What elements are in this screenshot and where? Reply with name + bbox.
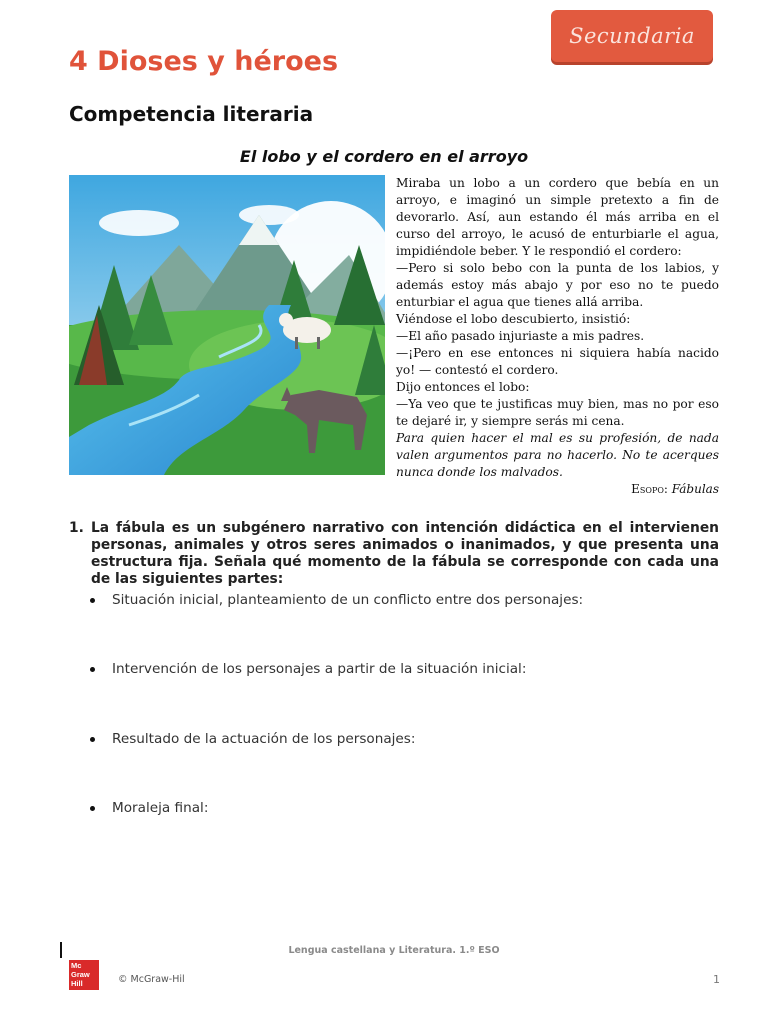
story-paragraph: —El año pasado injuriaste a mis padres.	[396, 329, 645, 343]
fable-text	[396, 175, 719, 498]
badge-label: Secundaria	[569, 24, 695, 48]
page-number: 1	[713, 973, 720, 986]
list-item	[90, 661, 526, 677]
logo-line: Mc	[71, 961, 82, 970]
landscape-illustration	[69, 175, 385, 475]
unit-title: 4 Dioses y héroes	[69, 46, 339, 77]
fable-illustration	[69, 175, 385, 475]
mcgraw-hill-logo	[69, 960, 99, 990]
story-paragraph: Miraba un lobo a un cordero que bebía en un arroyo, e imaginó un simple pretexto a fin de devorarlo. Así, aun estando él más arriba en el curso del arroyo, le acusó de enturbiarle el agua, impidiéndole beber. Y le respondió el cordero:	[396, 176, 719, 258]
list-item-label: Intervención de los personajes a partir de la situación inicial:	[112, 661, 527, 677]
author-name: Esopo:	[631, 482, 668, 496]
bullet-icon	[90, 737, 95, 742]
story-attribution	[396, 481, 719, 498]
story-title: El lobo y el cordero en el arroyo	[239, 147, 529, 166]
story-paragraph: —Pero si solo bebo con la punta de los labios, y además estoy más abajo y por eso no te puedo enturbiar el agua que tienes allá arriba.	[396, 261, 719, 309]
story-paragraph: Viéndose el lobo descubierto, insistió:	[396, 312, 631, 326]
story-paragraph: —Ya veo que te justificas muy bien, mas no por eso te dejaré ir, y siempre serás mi cena.	[396, 397, 719, 428]
bullet-icon	[90, 667, 95, 672]
logo-line: Hill	[71, 979, 83, 988]
activity-question	[69, 520, 719, 588]
question-text: La fábula es un subgénero narrativo con intención didáctica en el intervienen personas, animales y otros seres animados o inanimados, y que presenta una estructura fija. Señala qué momento de la fábula se corresponde con cada una de las siguientes partes:	[91, 520, 719, 587]
list-item	[90, 592, 583, 608]
story-paragraph: —¡Pero en ese entonces ni siquiera había nacido yo! — contestó el cordero.	[396, 346, 719, 377]
list-item-label: Resultado de la actuación de los personajes:	[112, 731, 416, 747]
bullet-icon	[90, 806, 95, 811]
section-title: Competencia literaria	[69, 102, 314, 126]
list-item-label: Situación inicial, planteamiento de un conflicto entre dos personajes:	[112, 592, 584, 608]
copyright-notice: © McGraw-Hil	[118, 974, 185, 985]
work-title: Fábulas	[671, 482, 719, 496]
footer-book-title: Lengua castellana y Literatura. 1.º ESO	[288, 945, 500, 956]
list-item	[90, 731, 415, 747]
list-item-label: Moraleja final:	[112, 800, 209, 816]
secundaria-badge	[551, 10, 713, 62]
bullet-icon	[90, 598, 95, 603]
question-number: 1.	[69, 520, 84, 536]
story-paragraph: Dijo entonces el lobo:	[396, 380, 530, 394]
list-item	[90, 800, 208, 816]
story-moral: Para quien hacer el mal es su profesión, de nada valen argumentos para no hacerlo. No te acerques nunca donde los malvados.	[396, 431, 719, 479]
logo-line: Graw	[71, 970, 90, 979]
